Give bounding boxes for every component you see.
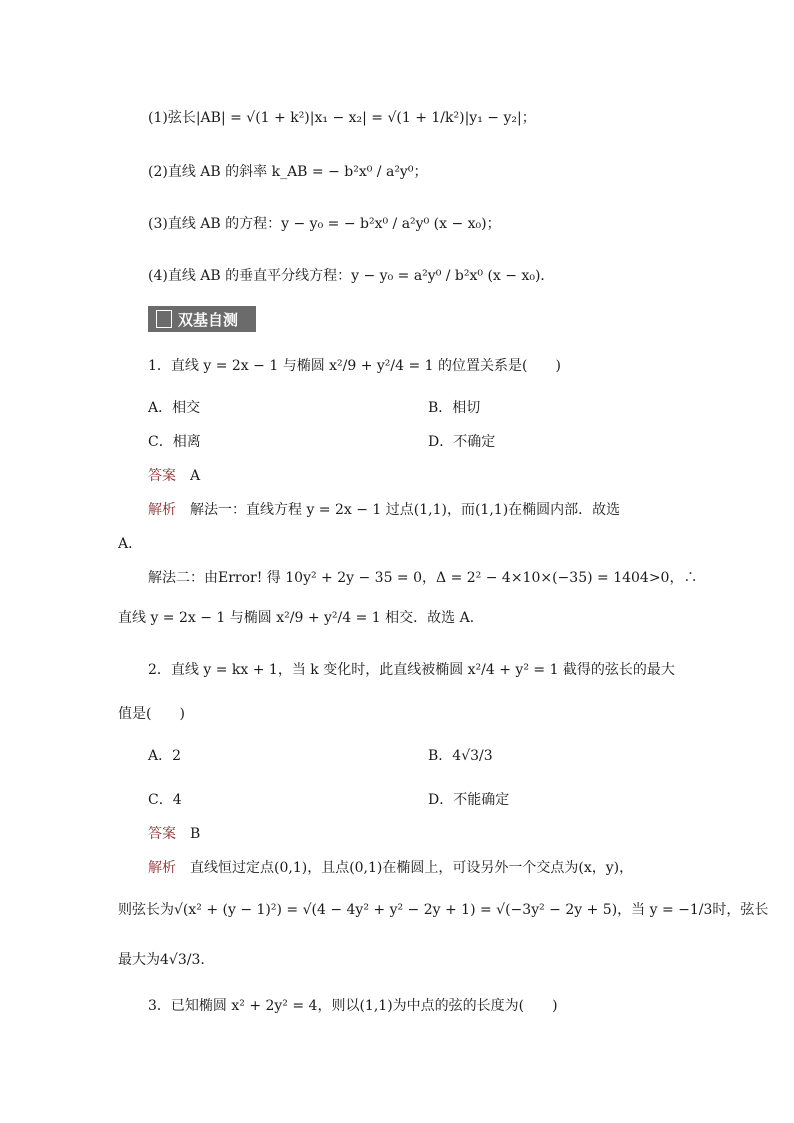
q2-option-a: A．2 bbox=[148, 748, 182, 764]
q1-analysis-line-2b: 直线 y = 2x − 1 与椭圆 x²/9 + y²/4 = 1 相交．故选 A． bbox=[118, 610, 484, 626]
q1-option-b: B．相切 bbox=[428, 400, 481, 416]
q2-analysis-line-3: 最大为4√3/3. bbox=[118, 952, 205, 968]
q1-option-d: D．不确定 bbox=[428, 434, 496, 450]
formula-chord-length: (1)弦长|AB| = √(1 + k²)|x₁ − x₂| = √(1 + 1/k²)|y₁ − y₂|； bbox=[148, 110, 536, 126]
formula-perpendicular-bisector: (4)直线 AB 的垂直平分线方程：y − y₀ = a²y⁰ / b²x⁰ (x − x₀)． bbox=[148, 268, 555, 284]
section-title: 双基自测 bbox=[178, 310, 239, 329]
q1-answer bbox=[148, 466, 200, 486]
analysis-text: 解法一：直线方程 y = 2x − 1 过点(1,1)，而(1,1)在椭圆内部．故选 bbox=[190, 502, 621, 518]
q1-analysis-line-2: 解法二：由Error! 得 10y² + 2y − 35 = 0，Δ = 2² − 4×10×(−35) = 1404>0，∴ bbox=[148, 570, 698, 586]
q2-option-b: B．4√3/3 bbox=[428, 748, 493, 764]
answer-label: 答案 bbox=[148, 826, 176, 842]
q1-analysis-line-1b: A． bbox=[118, 536, 143, 552]
q2-option-d: D．不能确定 bbox=[428, 792, 510, 808]
q2-stem: 2．直线 y = kx + 1，当 k 变化时，此直线被椭圆 x²/4 + y² = 1 截得的弦长的最大 bbox=[148, 662, 675, 678]
q1-stem: 1．直线 y = 2x − 1 与椭圆 x²/9 + y²/4 = 1 的位置关系是( ) bbox=[148, 358, 561, 374]
q2-analysis-line-1 bbox=[148, 858, 633, 878]
answer-label: 答案 bbox=[148, 468, 176, 484]
q2-stem-continued: 值是( ) bbox=[118, 706, 185, 722]
answer-value: A bbox=[190, 468, 201, 484]
analysis-label: 解析 bbox=[148, 860, 176, 876]
formula-line-equation: (3)直线 AB 的方程：y − y₀ = − b²x⁰ / a²y⁰ (x − x₀)； bbox=[148, 216, 501, 232]
analysis-label: 解析 bbox=[148, 502, 176, 518]
section-badge bbox=[148, 306, 256, 332]
q3-stem: 3．已知椭圆 x² + 2y² = 4，则以(1,1)为中点的弦的长度为( ) bbox=[148, 998, 558, 1014]
q2-analysis-line-2: 则弦长为√(x² + (y − 1)²) = √(4 − 4y² + y² − 2y + 1) = √(−3y² − 2y + 5)，当 y = −1/3时，弦长 bbox=[118, 902, 769, 918]
q1-option-a: A．相交 bbox=[148, 400, 201, 416]
q2-option-c: C．4 bbox=[148, 792, 182, 808]
q1-analysis-line-1 bbox=[148, 500, 620, 520]
q2-answer bbox=[148, 824, 200, 844]
formula-slope: (2)直线 AB 的斜率 k_AB = − b²x⁰ / a²y⁰； bbox=[148, 164, 428, 180]
q1-option-c: C．相离 bbox=[148, 434, 201, 450]
answer-value: B bbox=[190, 826, 201, 842]
checkbox-square-icon bbox=[156, 310, 172, 328]
analysis-text: 直线恒过定点(0,1)，且点(0,1)在椭圆上，可设另外一个交点为(x，y)， bbox=[190, 860, 634, 876]
